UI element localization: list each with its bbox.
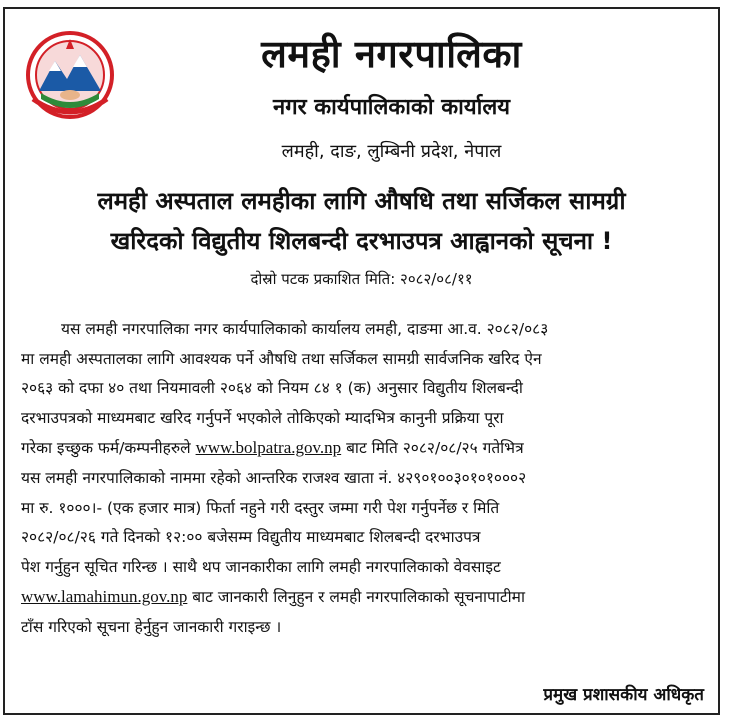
body-line: यस लमही नगरपालिका नगर कार्यपालिकाको कार्यालय लमही, दाङमा आ.व. २०८२/०८३: [61, 320, 549, 338]
notice-title-line: लमही अस्पताल लमहीका लागि औषधि तथा सर्जिकल सामग्री: [97, 187, 626, 215]
body-line: २०६३ को दफा ४० तथा नियमावली २०६४ को नियम ८४ १ (क) अनुसार विद्युतीय शिलबन्दी: [21, 379, 523, 398]
notice-title: [15, 181, 708, 261]
signature-title: प्रमुख प्रशासकीय अधिकृत: [543, 685, 704, 705]
body-line: [21, 582, 706, 613]
bolpatra-link[interactable]: www.bolpatra.gov.np: [195, 438, 342, 458]
notice-body: [21, 315, 706, 643]
published-date: दोस्रो पटक प्रकाशित मिति: २०८२/०८/११: [250, 270, 473, 288]
notice-frame: [3, 7, 720, 715]
body-text-segment: गरेका इच्छुक फर्म/कम्पनीहरुले: [21, 439, 196, 458]
office-address: लमही, दाङ, लुम्बिनी प्रदेश, नेपाल: [281, 141, 502, 162]
municipality-name: लमही नगरपालिका: [261, 32, 522, 76]
body-text-segment: बाट जानकारी लिनुहुन र लमही नगरपालिकाको सूचनापाटीमा: [187, 588, 525, 607]
body-line: [21, 433, 706, 464]
body-line: दरभाउपत्रको माध्यमबाट खरिद गर्नुपर्ने भएकोले तोकिएको म्यादभित्र कानुनी प्रक्रिया पूरा: [21, 408, 504, 427]
body-line: टाँस गरिएको सूचना हेर्नुहुन जानकारी गराइन्छ ।: [21, 617, 282, 636]
body-text-segment: बाट मिति २०८२/०८/२५ गतेभित्र: [341, 439, 524, 458]
body-line: २०८२/०८/२६ गते दिनको १२:०० बजेसम्म विद्युतीय माध्यमबाट शिलबन्दी दरभाउपत्र: [21, 528, 481, 547]
body-line: यस लमही नगरपालिकाको नाममा रहेको आन्तरिक राजश्व खाता नं. ४२९०१००३०१०१०००२: [21, 468, 527, 487]
notice-title-line: खरिदको विद्युतीय शिलबन्दी दरभाउपत्र आह्वानको सूचना !: [110, 227, 613, 255]
lamahimun-link[interactable]: www.lamahimun.gov.np: [21, 587, 188, 607]
body-line: पेश गर्नुहुन सूचित गरिन्छ । साथै थप जानकारीका लागि लमही नगरपालिकाको वेवसाइट: [21, 557, 501, 576]
body-line: मा रु. १०००।- (एक हजार मात्र) फिर्ता नहुने गरी दस्तुर जम्मा गरी पेश गर्नुपर्नेछ र मिति: [21, 498, 500, 517]
body-line: मा लमही अस्पतालका लागि आवश्यक पर्ने औषधि तथा सर्जिकल सामग्री सार्वजनिक खरिद ऐन: [21, 349, 542, 368]
office-name: नगर कार्यपालिकाको कार्यालय: [273, 95, 510, 120]
